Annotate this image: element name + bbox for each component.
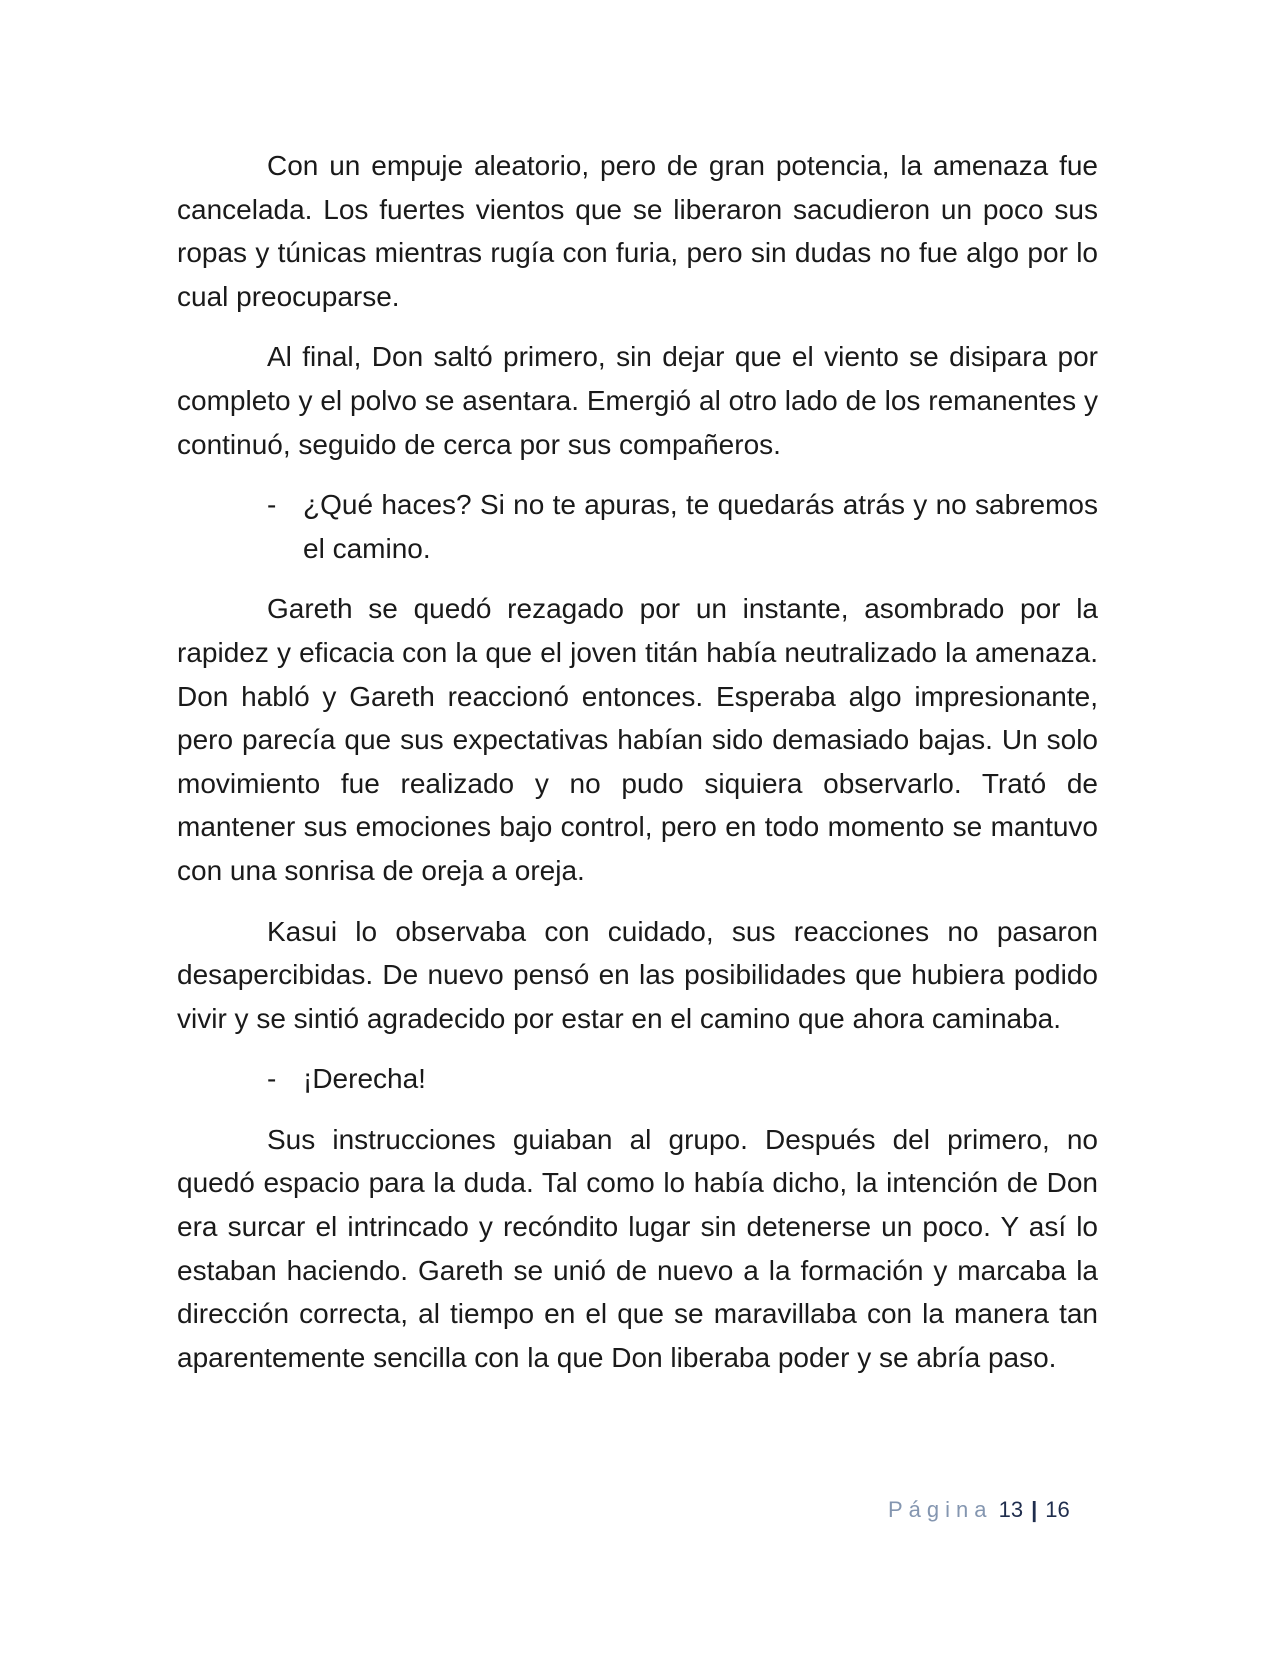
- page-separator: |: [1031, 1497, 1038, 1522]
- dialogue-text: ¿Qué haces? Si no te apuras, te quedarás atrás y no sabremos el camino.: [303, 489, 1098, 564]
- dialogue-text: ¡Derecha!: [303, 1063, 426, 1095]
- page-number: 13: [998, 1497, 1024, 1522]
- paragraph-2: Al final, Don saltó primero, sin dejar que el viento se disipara por completo y el polvo se asentara. Emergió al otro lado de los remanentes y continuó, seguido de cerca por sus compañeros.: [177, 341, 1098, 460]
- page-label: Página: [888, 1497, 993, 1522]
- total-pages: 16: [1045, 1497, 1070, 1522]
- page-footer: [888, 1495, 1070, 1525]
- dialogue-dash: -: [267, 489, 277, 521]
- dialogue-dash: -: [267, 1063, 277, 1095]
- body-text: [177, 144, 1098, 1396]
- paragraph-5: Sus instrucciones guiaban al grupo. Después del primero, no quedó espacio para la duda. Tal como lo había dicho, la intención de Don era surcar el intrincado y recóndito lugar sin detenerse un poco. Y así lo estaban haciendo. Gareth se unió de nuevo a la formación y marcaba la dirección correcta, al tiempo en el que se maravillaba con la manera tan aparentemente sencilla con la que Don liberaba poder y se abría paso.: [177, 1123, 1098, 1373]
- dialogue-line-2: [177, 1057, 1098, 1101]
- paragraph-4: Kasui lo observaba con cuidado, sus reacciones no pasaron desapercibidas. De nuevo pensó en las posibilidades que hubiera podido vivir y se sintió agradecido por estar en el camino que ahora caminaba.: [177, 915, 1098, 1034]
- paragraph-1: Con un empuje aleatorio, pero de gran potencia, la amenaza fue cancelada. Los fuertes vientos que se liberaron sacudieron un poco sus ropas y túnicas mientras rugía con furia, pero sin dudas no fue algo por lo cual preocuparse.: [177, 150, 1098, 312]
- paragraph-3: Gareth se quedó rezagado por un instante, asombrado por la rapidez y eficacia con la que el joven titán había neutralizado la amenaza. Don habló y Gareth reaccionó entonces. Esperaba algo impresionante, pero parecía que sus expectativas habían sido demasiado bajas. Un solo movimiento fue realizado y no pudo siquiera observarlo. Trató de mantener sus emociones bajo control, pero en todo momento se mantuvo con una sonrisa de oreja a oreja.: [177, 593, 1098, 886]
- dialogue-line-1: [177, 483, 1098, 570]
